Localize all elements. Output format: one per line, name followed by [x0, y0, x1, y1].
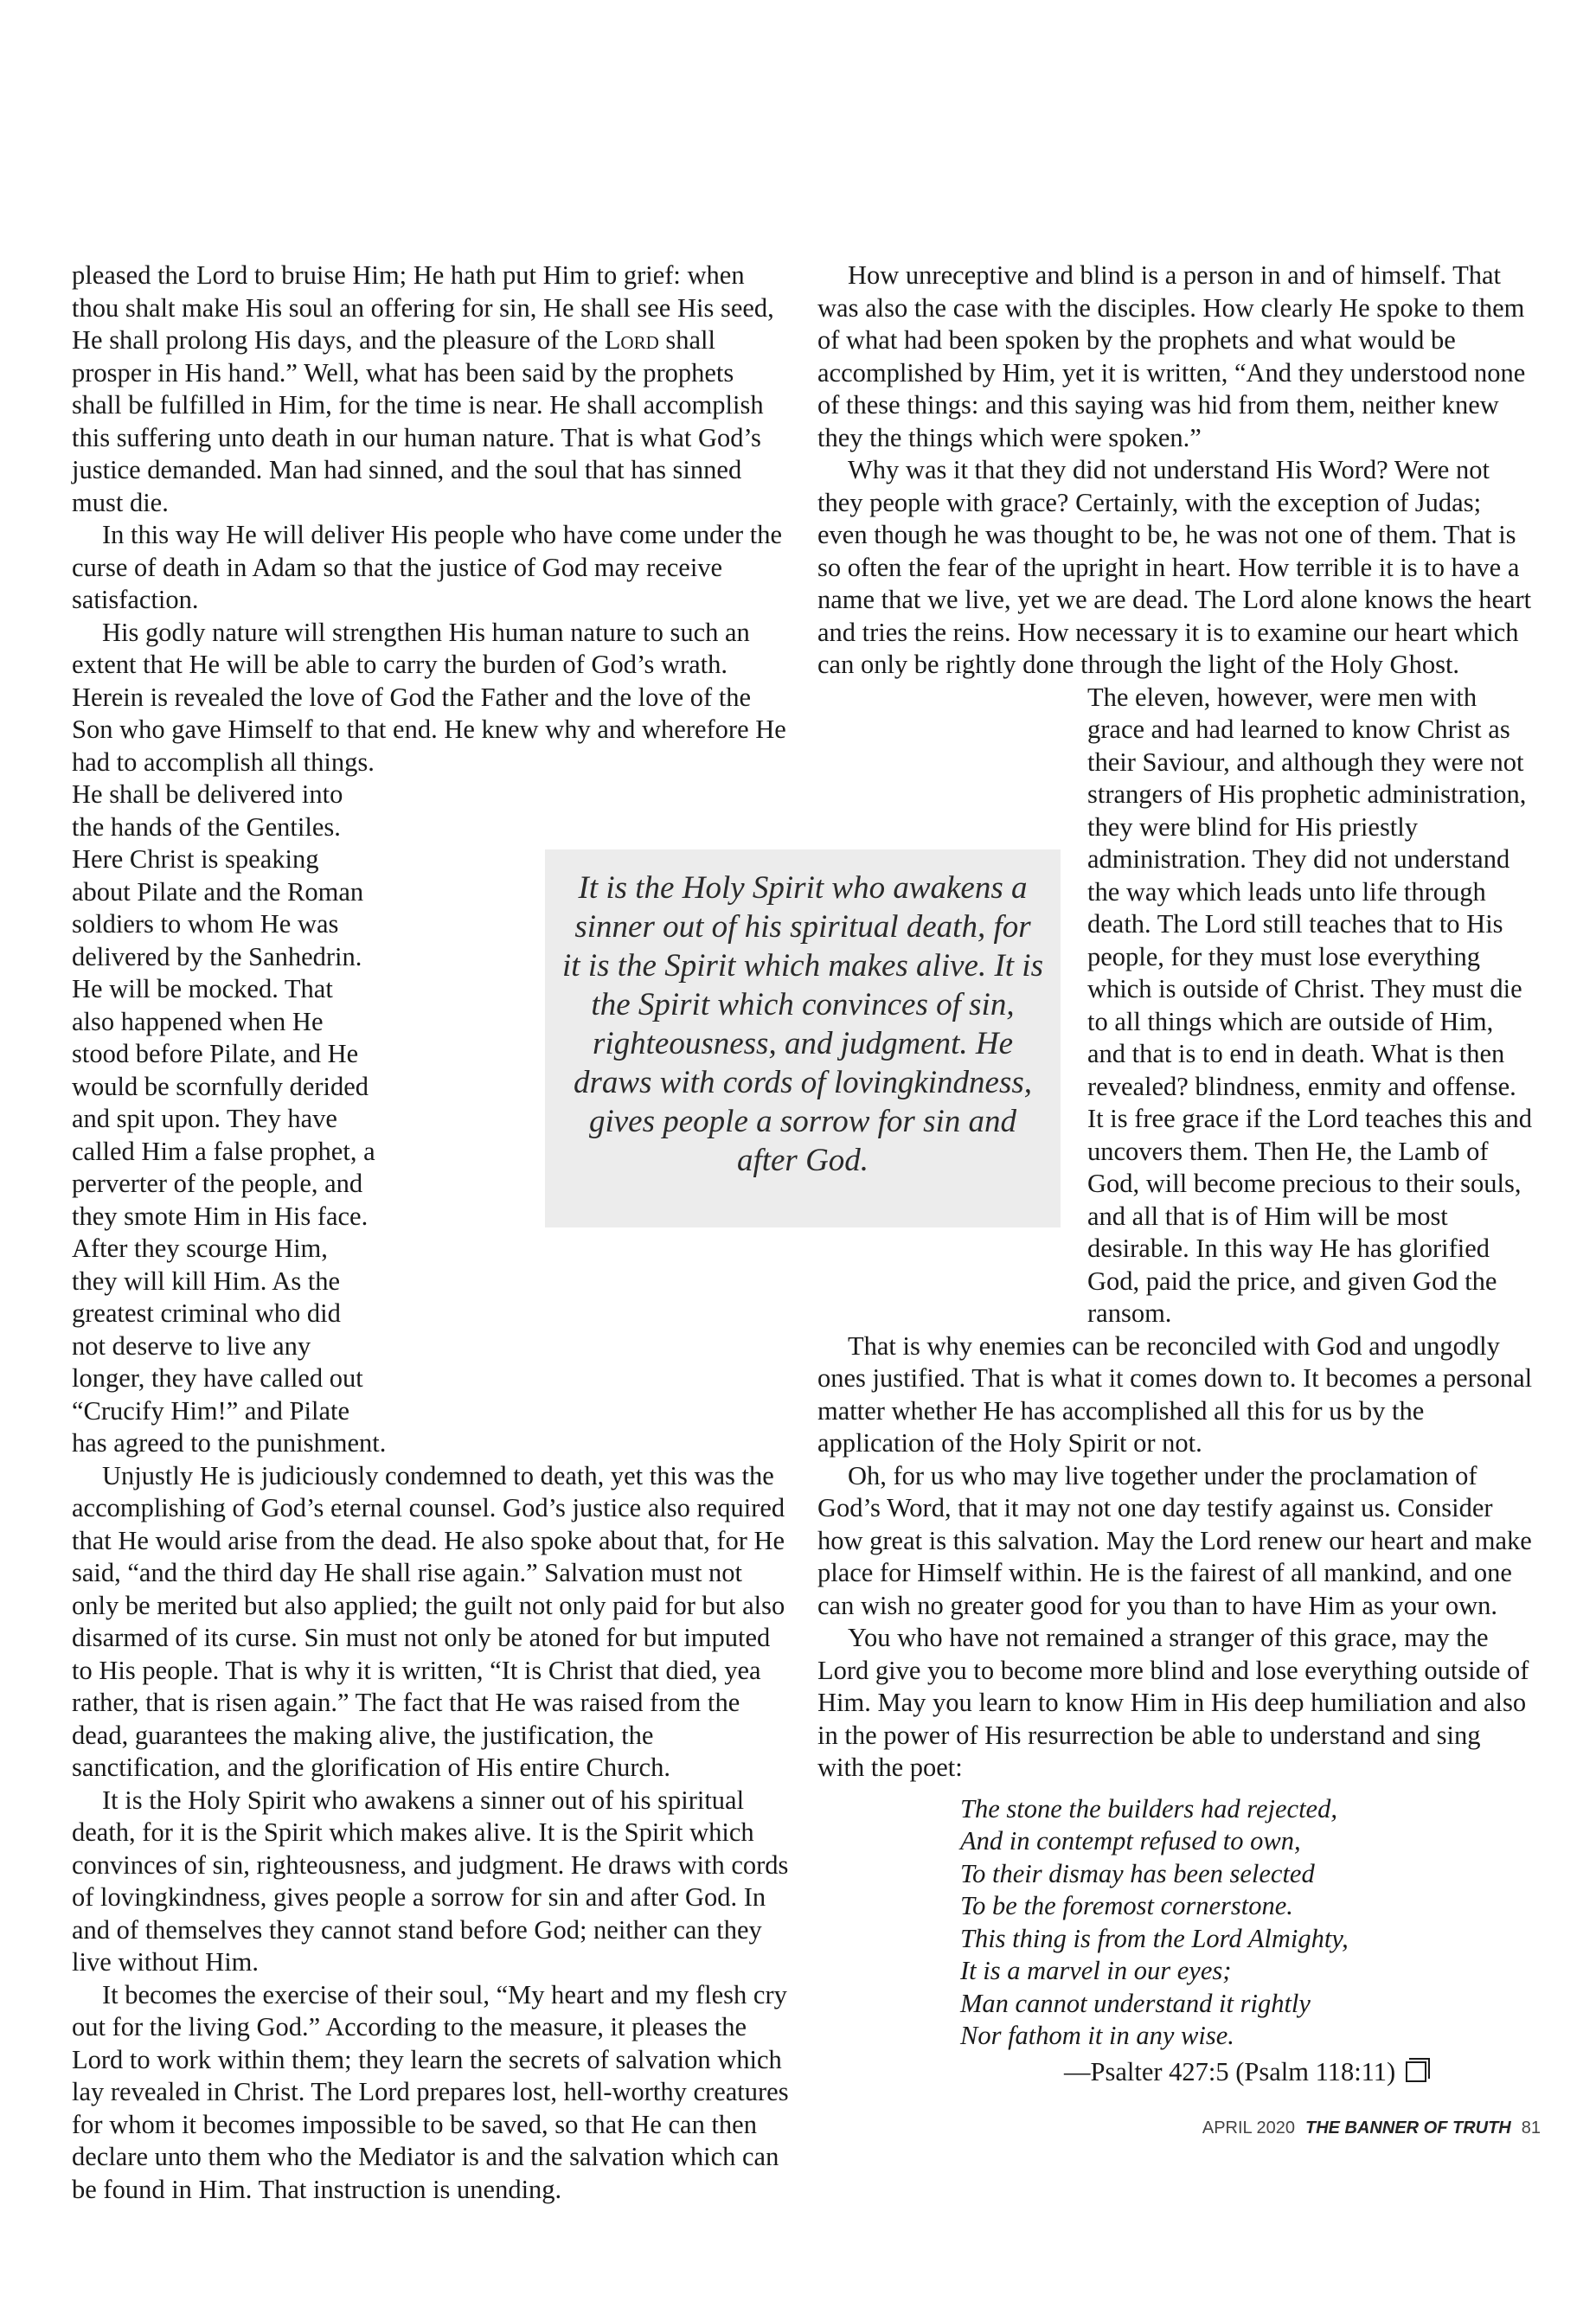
right-paragraph-5: Oh, for us who may live together under the proclamation of God’s Word, that it may not one day testify against us. Consider how great is this salvation. May the Lord renew our heart and make place for Himself within. He is the fairest of all mankind, and one can wish no greater good for you than to have Him as your own. — [817, 1460, 1532, 1620]
left-paragraph-4: He shall be delivered into the hands of the Gentiles. Here Christ is speaking about Pilate and the Roman soldiers to whom He was delivered by the Sanhedrin. He will be mocked. That also happened when He stood before Pilate, and He would be scornfully derided and spit upon. They have called Him a false prophet, a perverter of the people, and they smote Him in His face. After they scourge Him, they will kill Him. As the greatest criminal who did not deserve to live any longer, they have called out “Crucify Him!” and Pilate has agreed to the punishment. — [72, 779, 387, 1458]
page-footer — [1202, 2118, 1541, 2138]
left-paragraph-5: Unjustly He is judiciously condemned to death, yet this was the accomplishing of God’s eternal counsel. God’s justice also required that He would arise from the dead. He also spoke about that, for He said, “and the third day He shall rise again.” Salvation must not only be merited but also applied; the guilt not only paid for but also disarmed of its curse. Sin must not only be atoned for but imputed to His people. That is why it is written, “It is Christ that died, yea rather, that is risen again.” The fact that He was raised from the dead, guarantees the making alive, the justification, the sanctification, and the glorification of His entire Church. — [72, 1460, 785, 1782]
poem-line: Man cannot understand it rightly — [960, 1988, 1311, 2018]
issue-date: APRIL 2020 — [1202, 2118, 1295, 2138]
poem-line: And in contempt refused to own, — [960, 1826, 1301, 1856]
poem-line: Nor fathom it in any wise. — [960, 2021, 1234, 2050]
poem-line: To be the foremost cornerstone. — [960, 1891, 1293, 1920]
left-column — [72, 260, 790, 2206]
end-of-article-icon — [1406, 2061, 1426, 2082]
right-paragraph-1: How unreceptive and blind is a person in and of himself. That was also the case with the disciples. How clearly He spoke to them of what had been spoken by the prophets and what would be accomplished by Him, yet it is written, “And they understood none of these things: and this saying was hid from them, neither knew they the things which were spoken.” — [817, 260, 1526, 452]
poem-line: The stone the builders had rejected, — [960, 1793, 1337, 1823]
poem-attribution: —Psalter 427:5 (Psalm 118:11) — [1064, 2056, 1534, 2089]
left-paragraph-7: It becomes the exercise of their soul, “My heart and my flesh cry out for the living God.” According to the measure, it pleases the Lord to work within them; they learn the secrets of salvation which lay revealed in Christ. The Lord prepares lost, hell-worthy creatures for whom it becomes impossible to be saved, so that He can then declare unto them who the Mediator is and the salvation which can be found in Him. That instruction is unending. — [72, 1979, 789, 2204]
left-paragraph-3: His godly nature will strengthen His human nature to such an extent that He will be able to carry the burden of God’s wrath. Herein is revealed the love of God the Father and the love of the Son who gave Himself to that end. He knew why and wherefore He had to accomplish all things. — [72, 617, 786, 777]
right-paragraph-4: That is why enemies can be reconciled with God and ungodly ones justified. That is what it comes down to. It becomes a personal matter whether He has accomplished all this for us by the application of the Holy Spirit or not. — [817, 1330, 1533, 1458]
right-paragraph-2: Why was it that they did not understand His Word? Were not they people with grace? Certainly, with the exception of Judas; even though he was thought to be, he was not one of them. That is so often the fear of the upright in heart. How terrible it is to have a name that we live, yet we are dead. The Lord alone knows the heart and tries the reins. How necessary it is to examine our heart which can only be rightly done through the light of the Holy Ghost. — [817, 455, 1532, 679]
page-number: 81 — [1521, 2118, 1541, 2138]
left-paragraph-6: It is the Holy Spirit who awakens a sinner out of his spiritual death, for it is the Spirit which makes alive. It is the Spirit which convinces of sin, righteousness, and judgment. He draws with cords of lovingkindness, gives people a sorrow for sin and after God. In and of themselves they cannot stand before God; neither can they live without Him. — [72, 1785, 789, 1977]
left-paragraph-2: In this way He will deliver His people who have come under the curse of death in Adam so that the justice of God may receive satisfaction. — [72, 520, 783, 614]
pull-quote: It is the Holy Spirit who awakens a sinner out of his spiritual death, for it is the Spirit which makes alive. It is the Spirit which convinces of sin, righteousness, and judgment. He draws with cords of lovingkindness, gives people a sorrow for sin and after God. — [545, 849, 1061, 1227]
right-paragraph-3: The eleven, however, were men with grace and had learned to know Christ as their Saviour, and although they were not strangers of His prophetic administration, they were blind for His priestly administration. They did not understand the way which leads unto life through death. The Lord still teaches that to His people, for they must lose everything which is outside of Christ. They must die to all things which are outside of Him, and that is to end in death. What is then revealed? blindness, enmity and offense. It is free grace if the Lord teaches this and uncovers them. Then He, the Lamb of God, will become precious to their souls, and all that is of Him will be most desirable. In this way He has glorified God, paid the price, and given God the ransom. — [1087, 682, 1533, 1328]
left-paragraph-1: pleased the Lord to bruise Him; He hath put Him to grief: when thou shalt make His soul an offering for sin, He shall see His seed, He shall prolong His days, and the pleasure of the Lord shall prosper in His hand.” Well, what has been said by the prophets shall be fulfilled in Him, for the time is near. He shall accomplish this suffering unto death in our human nature. That is what God’s justice demanded. Man had sinned, and the soul that has sinned must die. — [72, 260, 774, 517]
poem-line: This thing is from the Lord Almighty, — [960, 1923, 1349, 1953]
small-caps-lord: Lord — [604, 325, 659, 355]
poem-line: It is a marvel in our eyes; — [960, 1956, 1232, 1985]
poem-line: To their dismay has been selected — [960, 1858, 1315, 1888]
poem — [960, 1793, 1534, 2053]
right-paragraph-6: You who have not remained a stranger of this grace, may the Lord give you to become more blind and lose everything outside of Him. May you learn to know Him in His deep humiliation and also in the power of His resurrection be able to understand and sing with the poet: — [817, 1623, 1529, 1782]
magazine-title: THE BANNER OF TRUTH — [1304, 2118, 1511, 2138]
